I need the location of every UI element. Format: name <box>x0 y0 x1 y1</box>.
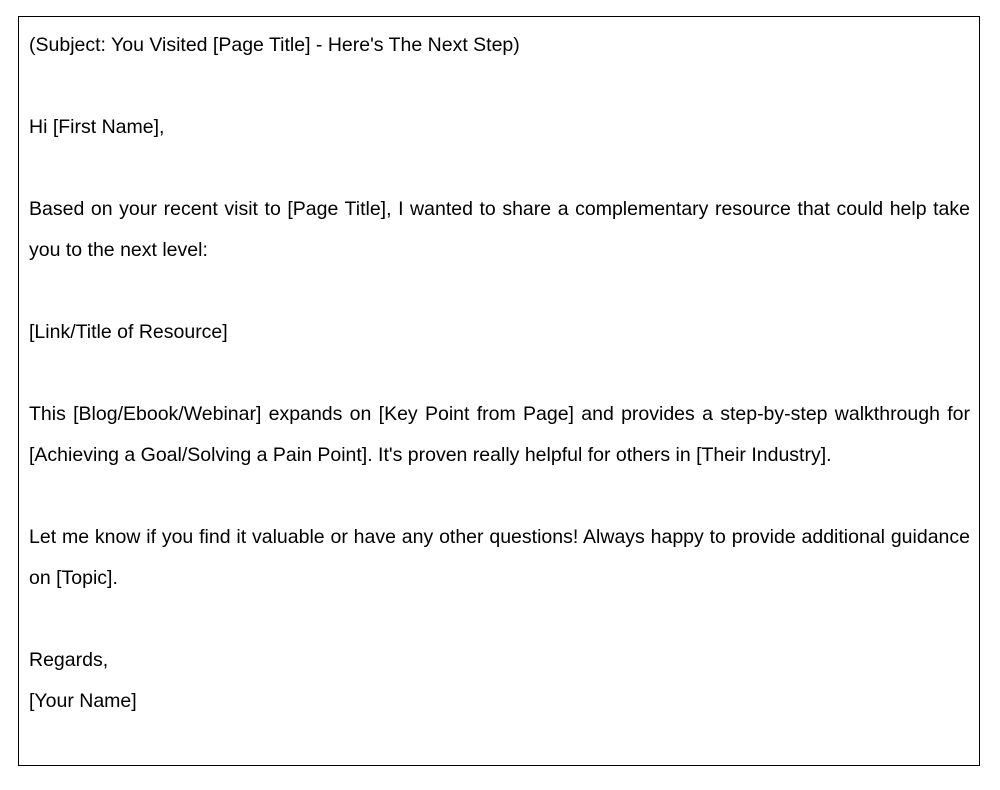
email-subject: (Subject: You Visited [Page Title] - Here's The Next Step) <box>29 34 520 56</box>
email-body-paragraph: This [Blog/Ebook/Webinar] expands on [Key Point from Page] and provides a step-by-step walkthrough for [Achieving a Goal/Solving a Pain Point]. It's proven really helpful for others in [Their Industry]. <box>29 403 970 466</box>
spacer <box>29 599 970 640</box>
spacer <box>29 66 970 107</box>
email-greeting: Hi [First Name], <box>29 116 165 138</box>
email-closing-paragraph: Let me know if you find it valuable or have any other questions! Always happy to provide additional guidance on [Topic]. <box>29 526 970 589</box>
spacer <box>29 476 970 517</box>
spacer <box>29 148 970 189</box>
email-template-box <box>18 16 980 766</box>
email-sign-off: Regards, <box>29 649 109 671</box>
spacer <box>29 353 970 394</box>
spacer <box>29 271 970 312</box>
email-signature: [Your Name] <box>29 690 137 712</box>
email-resource-placeholder: [Link/Title of Resource] <box>29 321 228 343</box>
email-intro-paragraph: Based on your recent visit to [Page Title], I wanted to share a complementary resource that could help take you to the next level: <box>29 198 970 261</box>
